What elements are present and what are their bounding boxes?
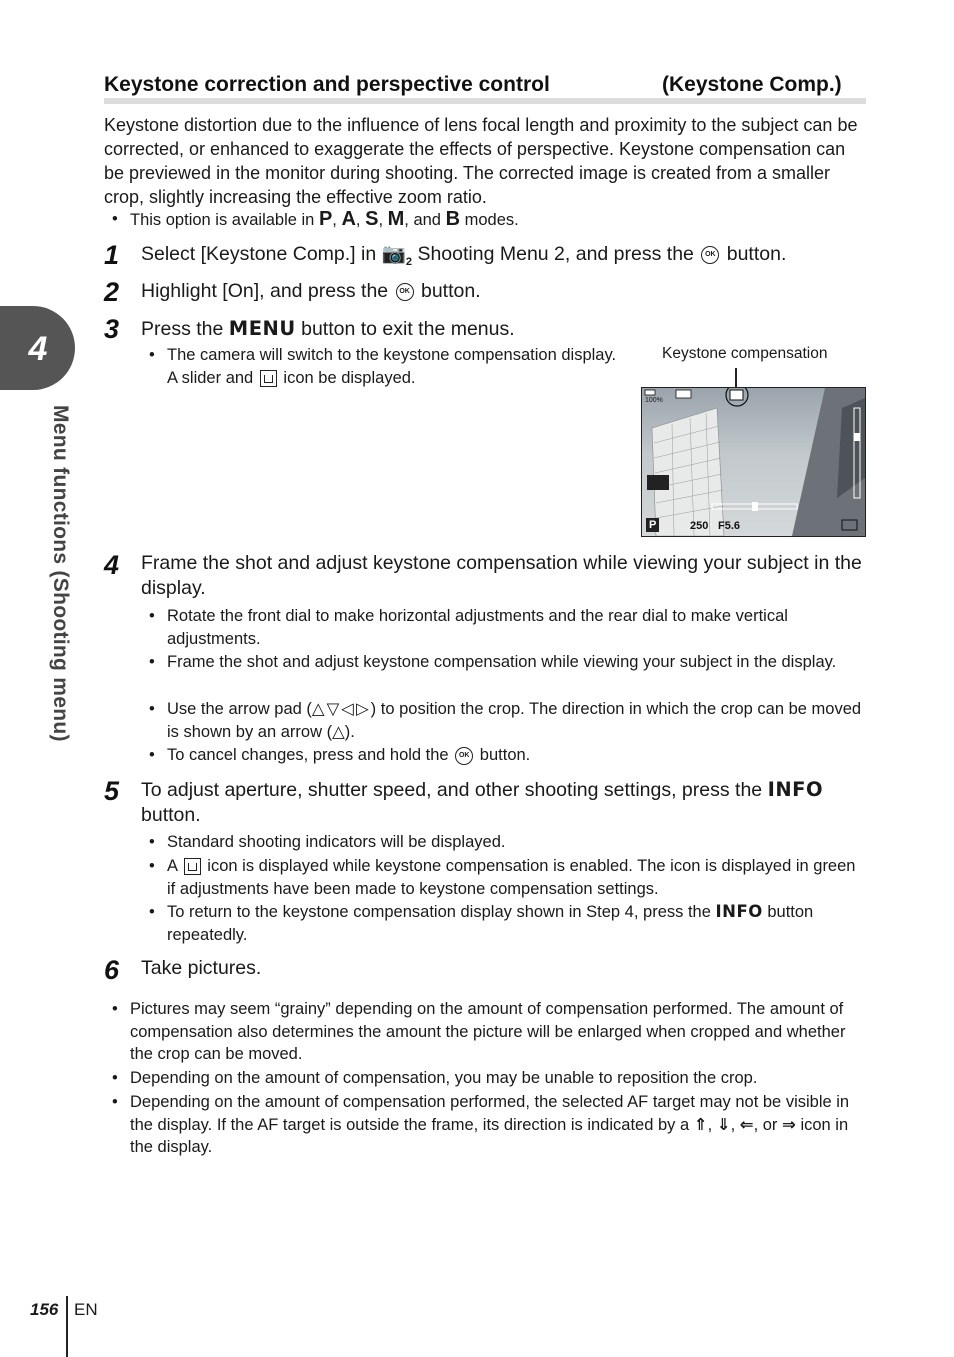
arrow-pad-icons: △▽◁▷ — [311, 700, 371, 718]
page-number: 156 — [30, 1300, 59, 1319]
shooting-menu-2-icon: $📷_2$ — [381, 243, 413, 268]
step-5-number: 5 — [104, 776, 120, 806]
menu-button-label: MENU — [228, 317, 296, 340]
display-scene — [642, 388, 865, 536]
step-4-bullet: • Use the arrow pad (△▽◁▷) to position the crop. The direction in which the crop can be moved is shown by an arrow (△). — [149, 700, 862, 741]
shooting-mode: P — [649, 519, 657, 531]
step-6-text: Take pictures. — [141, 957, 262, 979]
step-1-text: Select [Keystone Comp.] in $📷_2$ Shooting Menu 2, and press the OK button. — [141, 243, 787, 268]
ok-button-icon: OK — [701, 246, 719, 264]
chapter-title: Menu functions (Shooting menu) — [49, 405, 72, 742]
step-6-number: 6 — [104, 955, 120, 985]
heading-menu-name: (Keystone Comp.) — [662, 73, 842, 96]
page-language: EN — [74, 1300, 98, 1319]
step-4-bullet: • To cancel changes, press and hold the OK button. — [149, 746, 531, 764]
footer-divider — [66, 1296, 68, 1357]
section-heading — [104, 72, 866, 104]
step-4-text: Frame the shot and adjust keystone compensation while viewing your subject in the display. — [141, 552, 862, 599]
arrow-up-icon: △ — [332, 722, 345, 741]
af-target-down-icon: ⇓ — [716, 1115, 731, 1134]
display-caption: Keystone compensation — [662, 345, 828, 362]
af-target-up-icon: ⇑ — [693, 1115, 708, 1134]
info-button-label: INFO — [767, 778, 824, 801]
step-4-number: 4 — [104, 550, 120, 580]
note-item: • Depending on the amount of compensation, you may be unable to reposition the crop. — [112, 1069, 758, 1087]
info-button-label: INFO — [715, 902, 763, 921]
keystone-icon — [260, 370, 277, 387]
chapter-number: 4 — [28, 330, 48, 368]
heading-title: Keystone correction and perspective control — [104, 73, 550, 96]
step-2-number: 2 — [104, 277, 120, 307]
camera-display — [641, 387, 866, 537]
ok-button-icon: OK — [396, 283, 414, 301]
ok-button-icon: OK — [455, 747, 473, 765]
step-3-number: 3 — [104, 314, 120, 344]
af-target-left-icon: ⇐ — [739, 1115, 754, 1134]
step-2-text: Highlight [On], and press the OK button. — [141, 280, 481, 302]
battery-level: 100% — [645, 397, 663, 404]
step-5-bullet: • To return to the keystone compensation display shown in Step 4, press the INFO button repeatedly. — [149, 902, 814, 944]
note-item: • Depending on the amount of compensation performed, the selected AF target may not be visible in the display. If the AF target is outside the frame, its direction is indicated by a ⇑, ⇓, ⇐, or ⇒ icon in the display. — [112, 1093, 850, 1156]
step-5-bullet: • A icon is displayed while keystone compensation is enabled. The icon is displayed in green if adjustments have been made to keystone compensation settings. — [149, 857, 856, 898]
step-4-bullet: • Rotate the front dial to make horizontal adjustments and the rear dial to make vertical adjustments. — [149, 607, 788, 648]
shutter-speed: 250 — [690, 520, 709, 532]
intro-paragraph: Keystone distortion due to the influence of lens focal length and proximity to the subject can be corrected, or enhanced to exaggerate the effects of perspective. Keystone compensation can be previewed in the monitor during shooting. The corrected image is created from a smaller crop, slightly increasing the effective zoom ratio. — [104, 115, 858, 207]
availability-note: • This option is available in P, A, S, M, and B modes. — [112, 208, 519, 230]
step-5-bullet: • Standard shooting indicators will be displayed. — [149, 833, 506, 851]
step-3-bullet: • The camera will switch to the keystone compensation display. A slider and icon be displayed. — [149, 346, 617, 387]
keystone-icon — [184, 858, 201, 875]
note-item: • Pictures may seem “grainy” depending on the amount of compensation performed. The amount of compensation also determines the amount the picture will be enlarged when cropped and whether the crop can be moved. — [112, 1000, 846, 1063]
step-3-text: Press the MENU button to exit the menus. — [141, 317, 515, 340]
step-4-bullet: • Frame the shot and adjust keystone compensation while viewing your subject in the display. — [149, 653, 837, 671]
aperture-value: F5.6 — [718, 520, 741, 532]
step-1-number: 1 — [104, 240, 120, 270]
af-target-right-icon: ⇒ — [782, 1115, 796, 1134]
step-5-text: To adjust aperture, shutter speed, and other shooting settings, press the INFO button. — [141, 778, 824, 826]
